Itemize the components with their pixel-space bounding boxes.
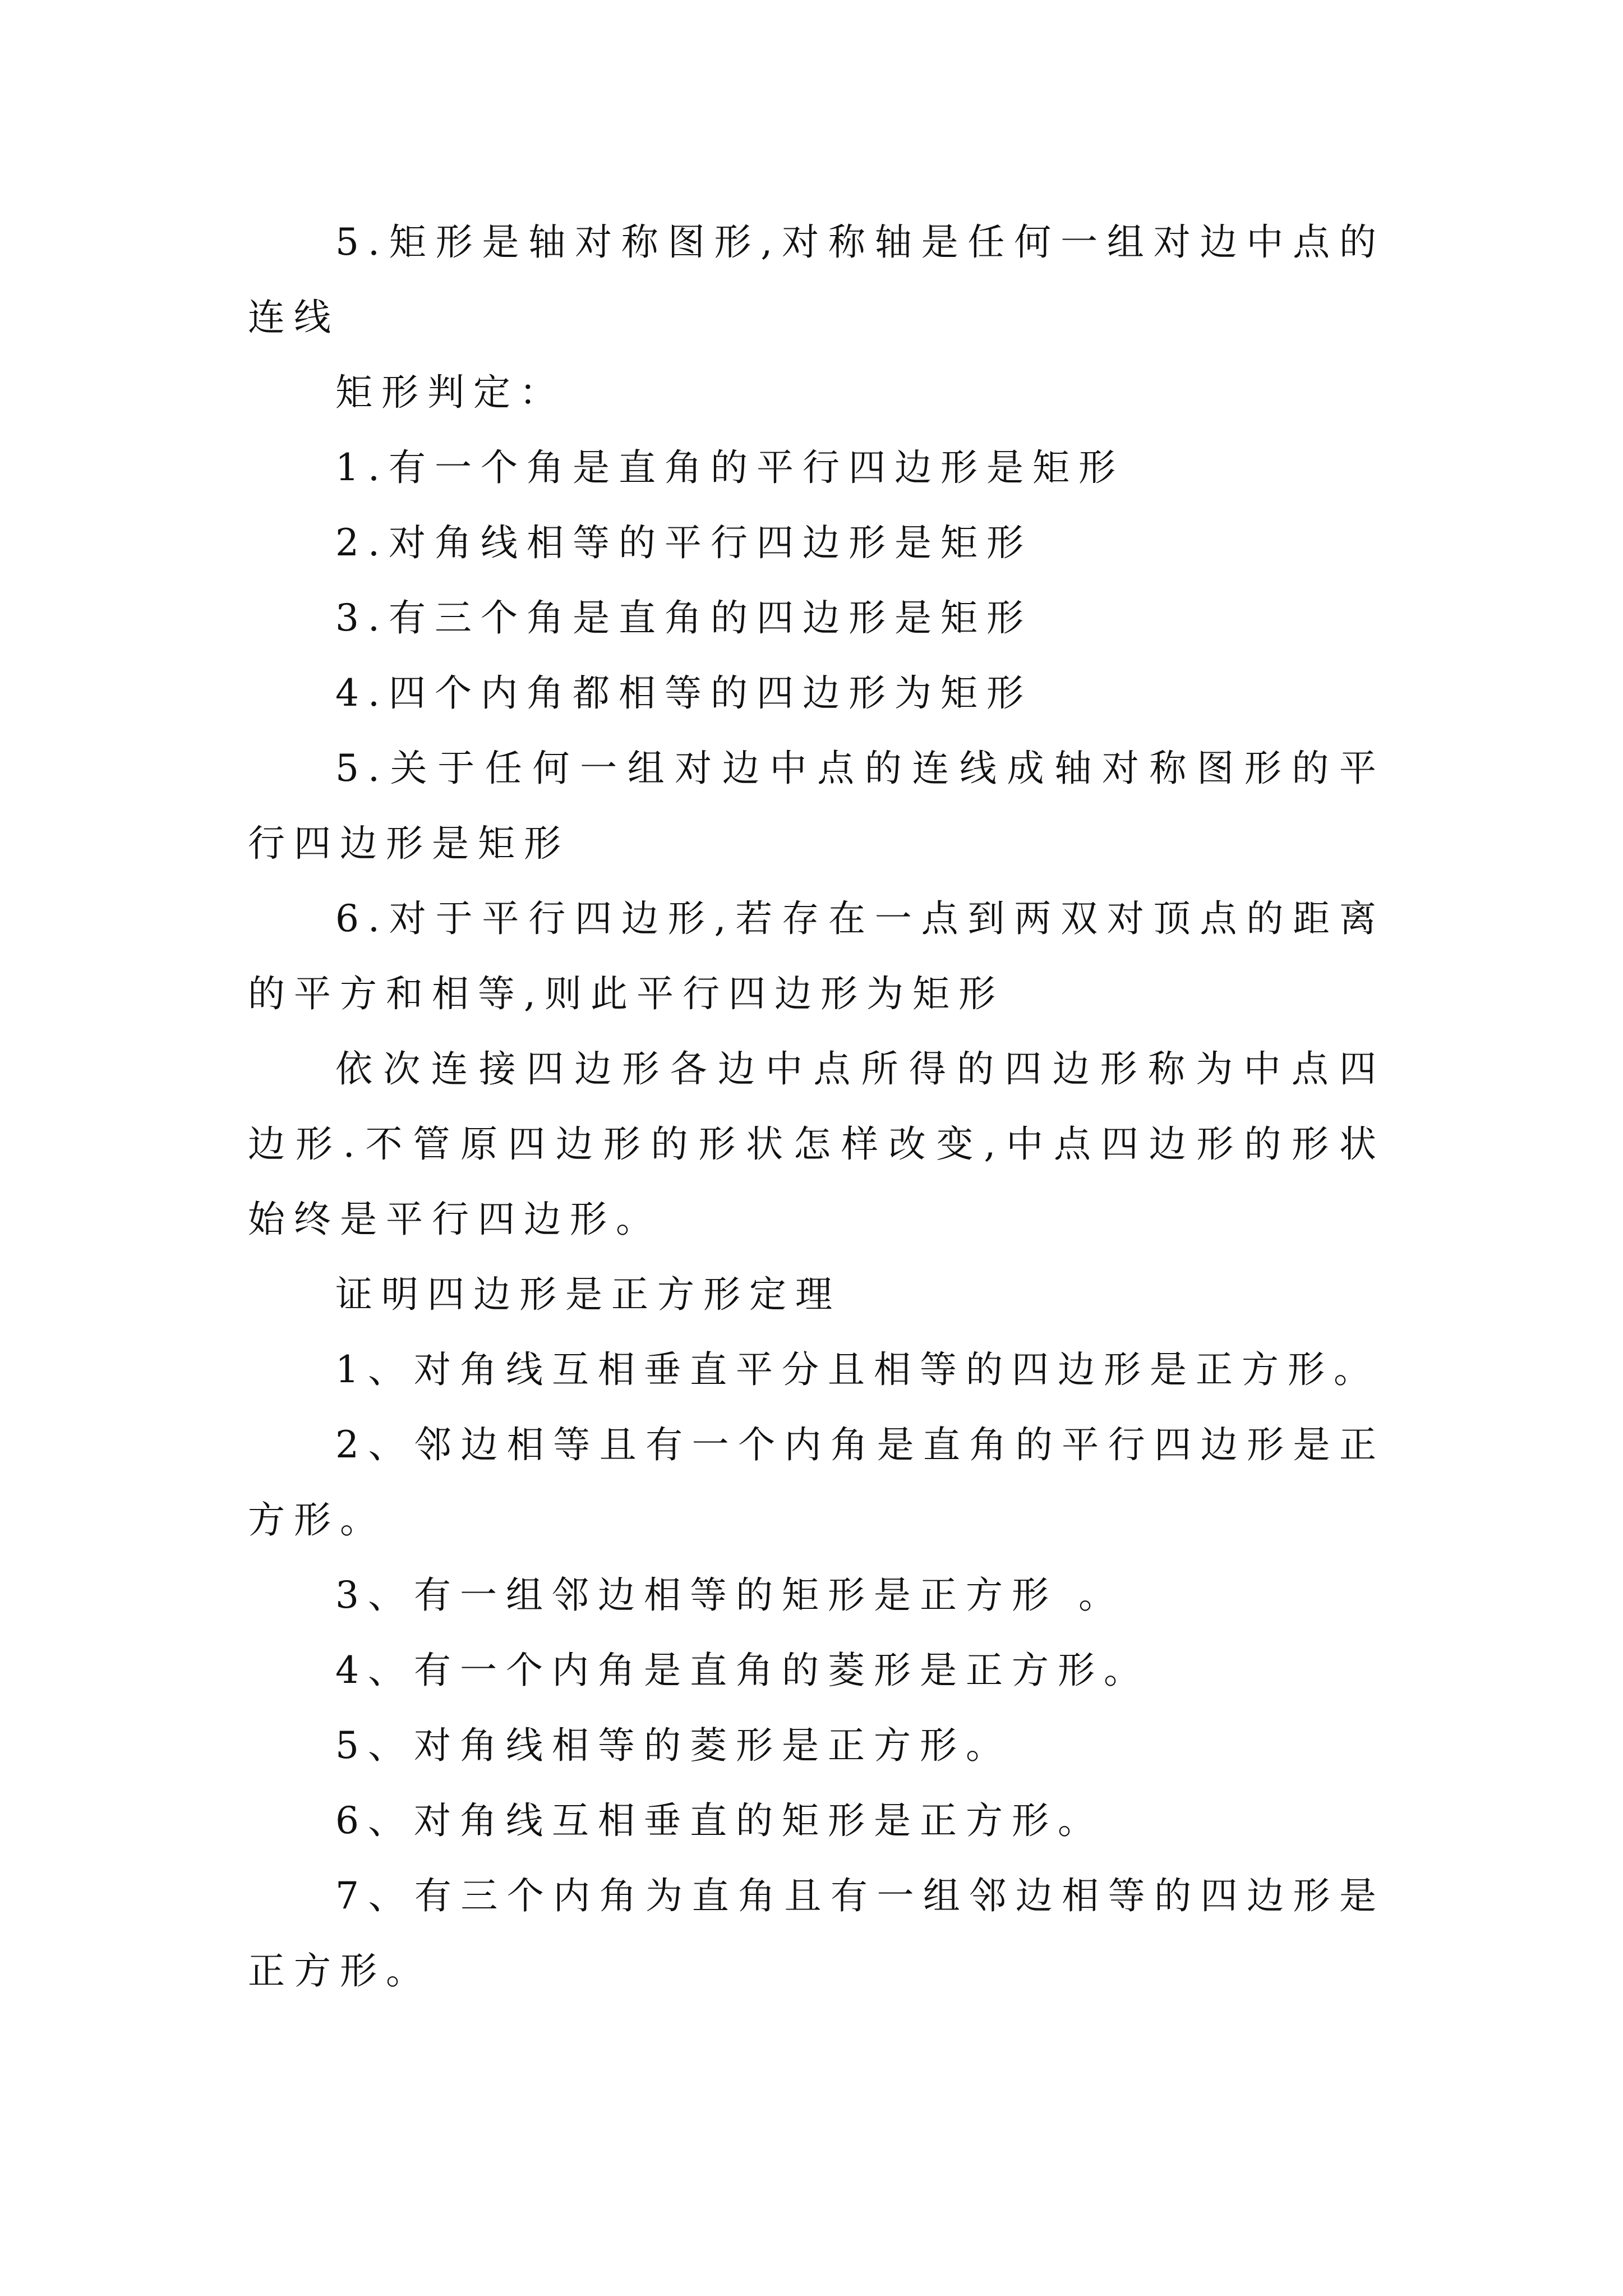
heading-square-theorems: 证明四边形是正方形定理 [335,1273,841,1316]
paragraph-rect-criterion-4: 4.四个内角都相等的四边形为矩形 [335,671,1032,715]
paragraph-square-theorem-2: 2、邻边相等且有一个内角是直角的平行四边形是正方形。 [248,1423,1385,1542]
paragraph-square-theorem-6: 6、对角线互相垂直的矩形是正方形。 [335,1799,1104,1842]
paragraph-square-theorem-1: 1、对角线互相垂直平分且相等的四边形是正方形。 [335,1348,1380,1391]
paragraph-midpoint-quadrilateral: 依次连接四边形各边中点所得的四边形称为中点四边形.不管原四边形的形状怎样改变,中点四边形的形状始终是平行四边形。 [248,1047,1385,1241]
paragraph-rect-criterion-2: 2.对角线相等的平行四边形是矩形 [335,521,1032,564]
paragraph-square-theorem-5: 5、对角线相等的菱形是正方形。 [335,1724,1012,1767]
paragraph-rect-criterion-6: 6.对于平行四边形,若存在一点到两双对顶点的距离的平方和相等,则此平行四边形为矩形 [248,897,1385,1015]
paragraph-square-theorem-4: 4、有一个内角是直角的菱形是正方形。 [335,1649,1150,1692]
heading-rect-criteria: 矩形判定： [335,371,565,414]
paragraph-square-theorem-3: 3、有一组邻边相等的矩形是正方形 。 [335,1573,1124,1617]
paragraph-rect-criterion-5: 5.关于任何一组对边中点的连线成轴对称图形的平行四边形是矩形 [248,747,1385,865]
paragraph-square-theorem-7: 7、有三个内角为直角且有一组邻边相等的四边形是正方形。 [248,1874,1385,1993]
paragraph-rect-criterion-1: 1.有一个角是直角的平行四边形是矩形 [335,446,1124,489]
paragraph-rect-criterion-3: 3.有三个角是直角的四边形是矩形 [335,596,1032,639]
document-body [248,205,1385,2009]
paragraph-rect-property-5: 5.矩形是轴对称图形,对称轴是任何一组对边中点的连线 [248,220,1385,339]
